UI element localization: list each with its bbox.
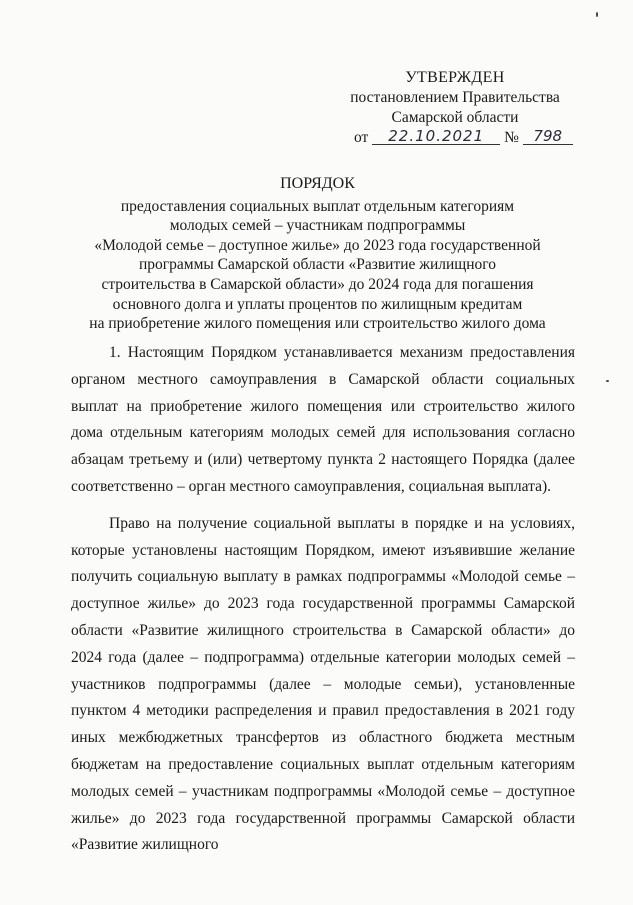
approval-title: УТВЕРЖДЕН (405, 69, 505, 86)
approval-stamp (330, 68, 580, 148)
order-title: ПОРЯДОК (280, 175, 355, 192)
approval-date-line (330, 128, 580, 148)
order-heading-line: основного долга и уплаты процентов по жилищным кредитам (112, 295, 523, 313)
scan-speck (606, 380, 609, 382)
number-label: № (504, 129, 519, 146)
order-heading-line: «Молодой семье – доступное жилье» до 2023 года государственной (94, 236, 541, 254)
order-heading-line: строительства в Самарской области» до 2024 года для погашения (101, 275, 534, 293)
order-heading-line: предоставления социальных выплат отдельным категориям (120, 197, 515, 215)
order-heading-line: на приобретение жилого помещения или строительство жилого дома (89, 315, 546, 333)
paragraph-2: Право на получение социальной выплаты в порядке и на условиях, которые установлены настоящим Порядком, имеют изъявившие желание получить социальную выплату в рамках подпрограммы «Молодой семье – доступное жилье» до 2023 года государственной программы Самарской области «Развитие жилищного строительства в Самарской области» до 2024 года (далее – подпрограмма) отдельные категории молодых семей – участников подпрограммы (далее – молодые семьи), установленные пунктом 4 методики распределения и правил предоставления в 2021 году иных межбюджетных трансфертов из областного бюджета местным бюджетам на предоставление социальных выплат отдельным категориям молодых семей – участникам подпрограммы «Молодой семье – доступное жилье» до 2023 года государственной программы Самарской области «Развитие жилищного (71, 514, 575, 854)
approval-line-2: Самарской области (391, 109, 519, 126)
order-heading-line: молодых семей – участникам подпрограммы (169, 217, 466, 235)
body-text (71, 340, 575, 869)
paragraph-1: 1. Настоящим Порядком устанавливается механизм предоставления органом местного самоуправления в Самарской области социальных выплат на приобретение жилого помещения или строительство жилого дома отдельным категориям молодых семей для использования согласно абзацам третьему и (или) четвертому пункта 2 настоящего Порядка (далее соответственно – орган местного самоуправления, социальная выплата). (71, 344, 575, 495)
handwritten-number: 798 (523, 128, 573, 145)
scan-speck (596, 12, 598, 17)
order-heading (60, 174, 575, 334)
order-heading-line: программы Самарской области «Развитие жилищного (138, 256, 496, 274)
approval-line-1: постановлением Правительства (350, 89, 560, 106)
handwritten-date: 22.10.2021 (372, 128, 500, 145)
from-label: от (354, 129, 369, 146)
